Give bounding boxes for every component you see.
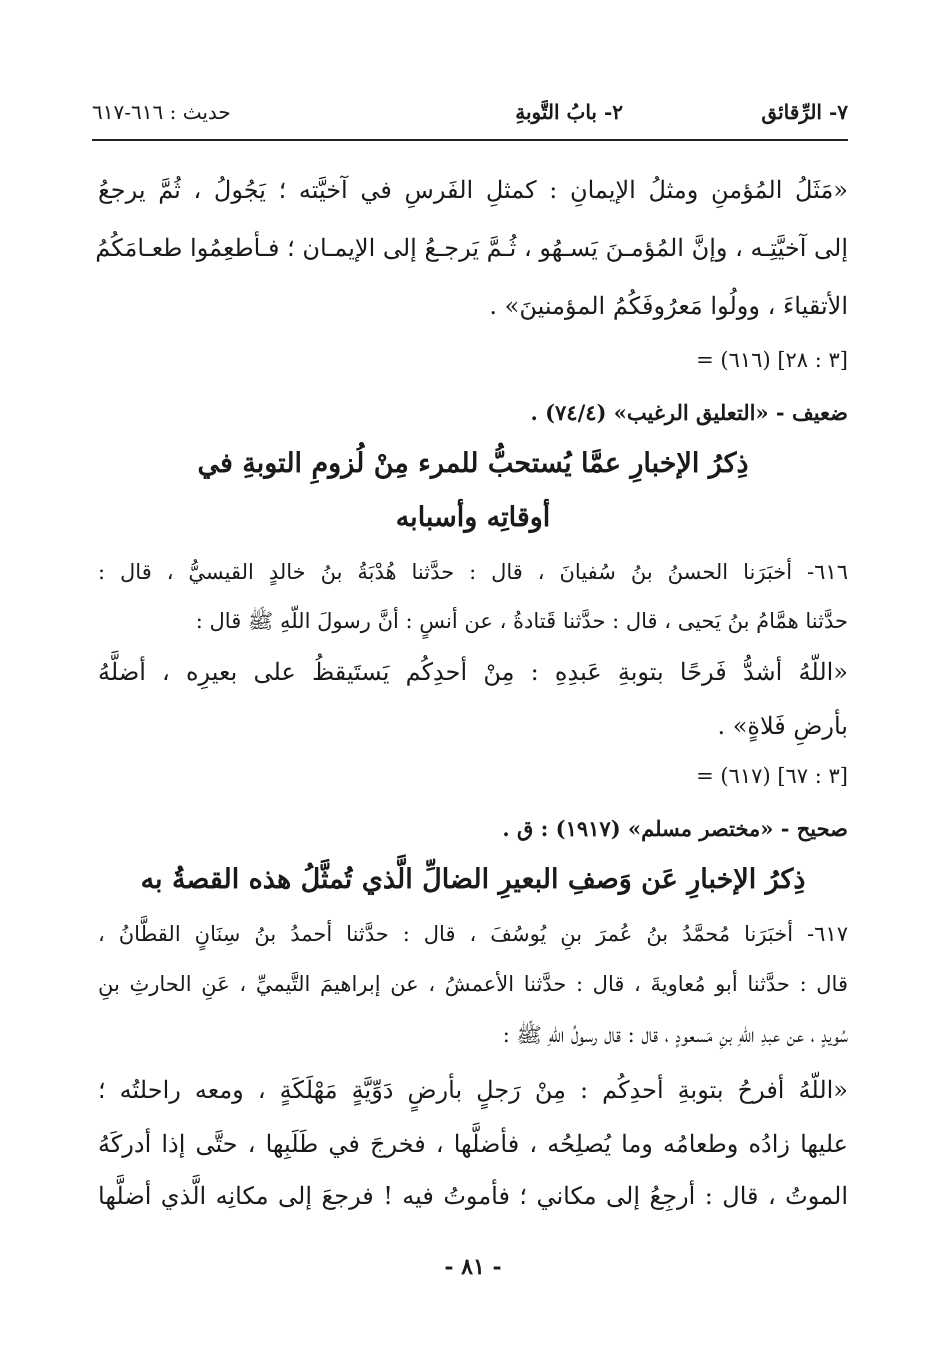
section-title: ذِكرُ الإخبارِ عَن وَصفِ البعيرِ الضالِّ الَّذي تُمثَّلُ هذه القصةُ به [140,864,806,895]
isnad-line: سُويدٍ ، عن عبدِ اللّهِ بنِ مَسعودٍ ، قال : قال رسولُ اللّهِ ﷺ : [502,1023,848,1047]
text-line: الأتقياءَ ، وولُوا مَعرُوفَكُمُ المؤمنينَ» . [489,292,848,320]
isnad-line: حدَّثنا همَّامُ بنُ يَحيى ، قال : حدَّثنا قَتادةُ ، عن أنسٍ : أنَّ رسولَ اللّهِ ﷺ قال : [195,609,848,633]
text-line: «اللّهُ أشدُّ فَرحًا بتوبةِ عَبدِهِ : مِنْ أحدِكُم يَستَيقظُ على بعيرِه ، أضلَّهُ [98,658,848,686]
header-divider [92,139,848,141]
grading: صحيح - «مختصر مسلم» (١٩١٧) : ق . [502,816,848,841]
text-line: الموتُ ، قال : أرجِعُ إلى مكاني ؛ فأموتُ فيه ! فرجعَ إلى مكانِه الَّذي أضلَّها [98,1182,848,1210]
text-line: «اللّهُ أفرحُ بتوبةِ أحدِكُم : مِنْ رَجلٍ بأرضٍ دَوِّيَّةٍ مَهْلَكَةٍ ، ومعه راحلتُه ؛ [98,1076,848,1104]
header-section: ٢- بابُ التَّوبةِ [515,100,623,124]
cross-reference: = (٦١٦) [٣ : ٢٨] [696,348,848,372]
text-line: «مَثَلُ المُؤمنِ ومثلُ الإيمانِ : كمثلِ الفَرسِ في آخيَّته ؛ يَجُولُ ، ثُمَّ يرجعُ [98,176,848,204]
running-header [92,100,848,134]
section-title: ذِكرُ الإخبارِ عمَّا يُستحبُّ للمرء مِنْ لُزومِ التوبةِ في [197,448,749,479]
text-line: إلى آخيَّتِـه ، وإنَّ المُؤمـنَ يَسـهُو ، ثُـمَّ يَرجـعُ إلى الإيمـان ؛ فـأطعِمُوا طعـامَكُمُ [95,234,848,262]
header-hadith-range: حديث : ٦١٦-٦١٧ [92,100,231,124]
cross-reference: = (٦١٧) [٣ : ٦٧] [696,764,848,788]
isnad-line: ٦١٦- أخبَرَنا الحسنُ بنُ سُفيانَ ، قال : حدَّثنا هُدْبَةُ بنُ خالدٍ القيسيُّ ، قال : [98,560,848,584]
isnad-line: ٦١٧- أخبَرَنا مُحمَّدُ بنُ عُمرَ بنِ يُوسُفَ ، قال : حدَّثنا أحمدُ بنُ سِنَانٍ القطَّانُ ، [98,922,848,946]
section-title: أوقاتِه وأسبابه [395,502,551,533]
header-chapter: ٧- الرِّقائق [761,100,848,124]
isnad-line: قال : حدَّثنا أبو مُعاويةَ ، قال : حدَّثنا الأعمشُ ، عن إبراهيمَ التَّيميِّ ، عَنِ الحارثِ بنِ [98,972,848,996]
text-line: بأرضِ فَلاةٍ» . [717,712,848,740]
text-line: عليها زادُه وطعامُه وما يُصلِحُه ، فأضلَّها ، فخرجَ في طَلَبِها ، حتَّى إذا أدركَهُ [98,1130,848,1158]
page-number: - ٨١ - [444,1254,502,1280]
grading: ضعيف - «التعليق الرغيب» (٧٤/٤) . [530,400,848,425]
